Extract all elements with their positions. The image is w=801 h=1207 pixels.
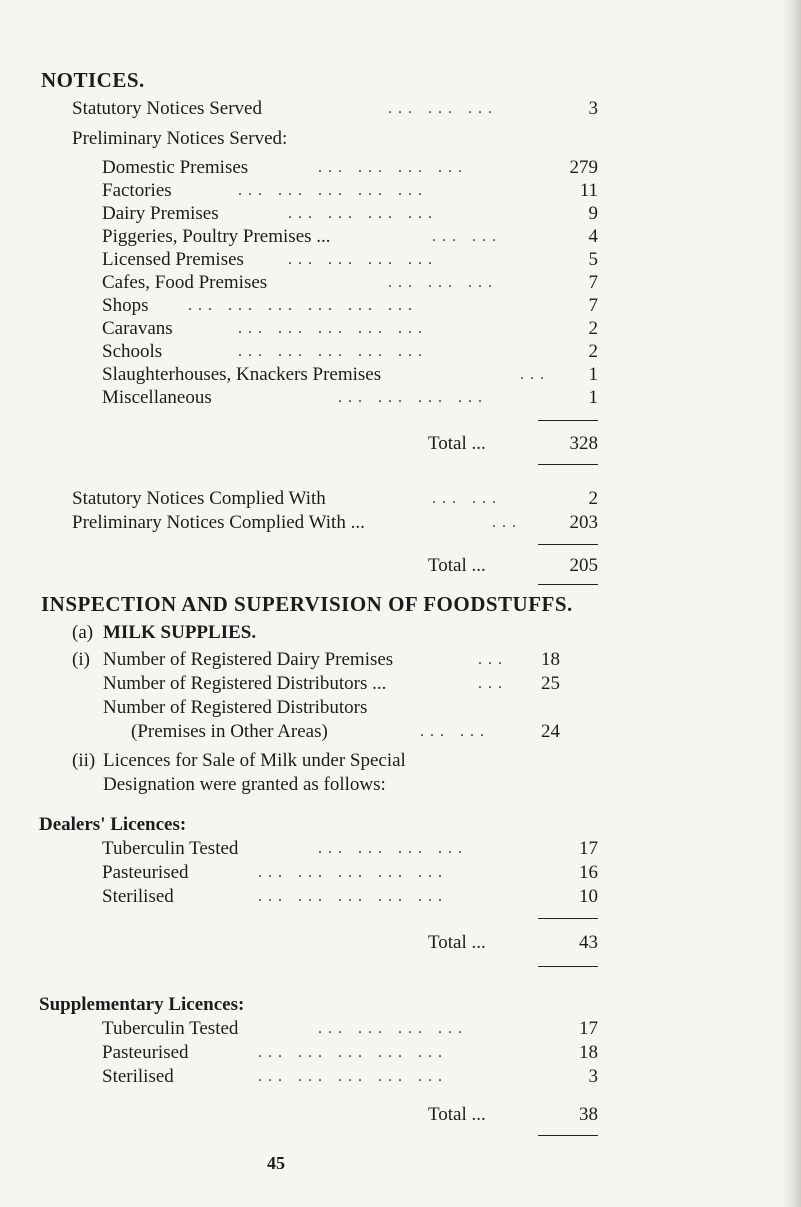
notice-row-value: 279 bbox=[569, 157, 598, 178]
leader-dots: ... ... ... ... bbox=[288, 251, 438, 268]
milk-row-value: 18 bbox=[541, 649, 560, 670]
dealers-row-value: 10 bbox=[579, 886, 598, 907]
notice-row-value: 2 bbox=[588, 341, 598, 362]
dealers-total-value: 43 bbox=[579, 932, 598, 953]
notice-row-label: Cafes, Food Premises bbox=[102, 272, 268, 293]
notice-row-value: 9 bbox=[588, 203, 598, 224]
complied-row-value: 203 bbox=[569, 512, 598, 533]
supp-row-value: 18 bbox=[579, 1042, 598, 1063]
leader-dots: ... ... ... ... ... bbox=[258, 1044, 448, 1061]
leader-dots: ... bbox=[478, 675, 508, 692]
notices-total-value: 328 bbox=[569, 433, 598, 454]
notice-row-label: Caravans bbox=[102, 318, 173, 339]
notices-heading: NOTICES. bbox=[41, 68, 145, 92]
leader-dots: ... ... ... bbox=[388, 100, 498, 117]
page-number: 45 bbox=[267, 1153, 285, 1173]
dealers-row-value: 17 bbox=[579, 838, 598, 859]
complied-total-label: Total ... bbox=[428, 555, 486, 576]
page-edge bbox=[781, 0, 801, 1207]
milk-row-value: 25 bbox=[541, 673, 560, 694]
dealers-row-label: Tuberculin Tested bbox=[102, 838, 239, 859]
total-rule bbox=[538, 544, 598, 545]
supp-row-value: 3 bbox=[588, 1066, 598, 1087]
item-ii-marker: (ii) bbox=[72, 750, 96, 771]
leader-dots: ... ... bbox=[420, 723, 490, 740]
notice-row-label: Shops bbox=[102, 295, 149, 316]
complied-total-value: 205 bbox=[569, 555, 598, 576]
leader-dots: ... ... ... ... bbox=[318, 159, 468, 176]
leader-dots: ... ... ... ... ... bbox=[238, 320, 428, 337]
complied-row-value: 2 bbox=[588, 488, 598, 509]
supp-row-label: Sterilised bbox=[102, 1066, 174, 1087]
notices-total-label: Total ... bbox=[428, 433, 486, 454]
notice-row-value: 11 bbox=[579, 180, 598, 201]
notice-row-value: 7 bbox=[588, 295, 598, 316]
notice-row-label: Miscellaneous bbox=[102, 387, 212, 408]
dealers-row-label: Sterilised bbox=[102, 886, 174, 907]
total-rule bbox=[538, 966, 598, 967]
leader-dots: ... ... bbox=[432, 228, 502, 245]
leader-dots: ... ... ... ... ... bbox=[238, 182, 428, 199]
notice-row-value: 7 bbox=[588, 272, 598, 293]
leader-dots: ... bbox=[520, 366, 550, 383]
notice-row-label: Slaughterhouses, Knackers Premises bbox=[102, 364, 382, 385]
statutory-served-label: Statutory Notices Served bbox=[72, 98, 262, 119]
leader-dots: ... ... ... bbox=[388, 274, 498, 291]
supp-total-label: Total ... bbox=[428, 1104, 486, 1125]
supp-row-label: Tuberculin Tested bbox=[102, 1018, 239, 1039]
inspection-heading: INSPECTION AND SUPERVISION OF FOODSTUFFS. bbox=[41, 592, 573, 616]
sub-a-title: MILK SUPPLIES. bbox=[103, 622, 257, 643]
notice-row-label: Dairy Premises bbox=[102, 203, 219, 224]
milk-row-label: Number of Registered Distributors bbox=[103, 697, 368, 718]
preliminary-heading: Preliminary Notices Served: bbox=[72, 128, 288, 149]
notice-row-value: 5 bbox=[588, 249, 598, 270]
item-i-marker: (i) bbox=[72, 649, 90, 670]
total-rule bbox=[538, 1135, 598, 1136]
leader-dots: ... bbox=[478, 651, 508, 668]
notice-row-value: 2 bbox=[588, 318, 598, 339]
supp-row-label: Pasteurised bbox=[102, 1042, 189, 1063]
milk-row-value: 24 bbox=[541, 721, 560, 742]
leader-dots: ... ... ... ... bbox=[338, 389, 488, 406]
supp-total-value: 38 bbox=[579, 1104, 598, 1125]
notice-row-label: Domestic Premises bbox=[102, 157, 249, 178]
leader-dots: ... ... ... ... ... bbox=[258, 888, 448, 905]
leader-dots: ... bbox=[492, 514, 522, 531]
complied-row-label: Statutory Notices Complied With bbox=[72, 488, 326, 509]
notice-row-label: Schools bbox=[102, 341, 163, 362]
total-rule bbox=[538, 420, 598, 421]
leader-dots: ... ... ... ... bbox=[318, 840, 468, 857]
statutory-served-value: 3 bbox=[588, 98, 598, 119]
leader-dots: ... ... ... ... ... bbox=[258, 864, 448, 881]
total-rule bbox=[538, 464, 598, 465]
notice-row-label: Piggeries, Poultry Premises ... bbox=[102, 226, 331, 247]
milk-row-label: Number of Registered Distributors ... bbox=[103, 673, 387, 694]
item-ii-line1: Licences for Sale of Milk under Special bbox=[103, 750, 406, 771]
notice-row-value: 1 bbox=[588, 364, 598, 385]
supp-heading: Supplementary Licences: bbox=[39, 994, 245, 1015]
supp-row-value: 17 bbox=[579, 1018, 598, 1039]
leader-dots: ... ... ... ... bbox=[318, 1020, 468, 1037]
dealers-row-label: Pasteurised bbox=[102, 862, 189, 883]
leader-dots: ... ... bbox=[432, 490, 502, 507]
milk-row-label: Number of Registered Dairy Premises bbox=[103, 649, 394, 670]
leader-dots: ... ... ... ... bbox=[288, 205, 438, 222]
notice-row-value: 1 bbox=[588, 387, 598, 408]
milk-row-label: (Premises in Other Areas) bbox=[131, 721, 328, 742]
complied-row-label: Preliminary Notices Complied With ... bbox=[72, 512, 365, 533]
dealers-row-value: 16 bbox=[579, 862, 598, 883]
notice-row-label: Factories bbox=[102, 180, 172, 201]
dealers-total-label: Total ... bbox=[428, 932, 486, 953]
leader-dots: ... ... ... ... ... ... bbox=[188, 297, 418, 314]
sub-a-marker: (a) bbox=[72, 622, 94, 643]
leader-dots: ... ... ... ... ... bbox=[258, 1068, 448, 1085]
leader-dots: ... ... ... ... ... bbox=[238, 343, 428, 360]
notice-row-label: Licensed Premises bbox=[102, 249, 244, 270]
total-rule bbox=[538, 918, 598, 919]
notice-row-value: 4 bbox=[588, 226, 598, 247]
dealers-heading: Dealers' Licences: bbox=[39, 814, 187, 835]
item-ii-line2: Designation were granted as follows: bbox=[103, 774, 386, 795]
total-rule bbox=[538, 584, 598, 585]
